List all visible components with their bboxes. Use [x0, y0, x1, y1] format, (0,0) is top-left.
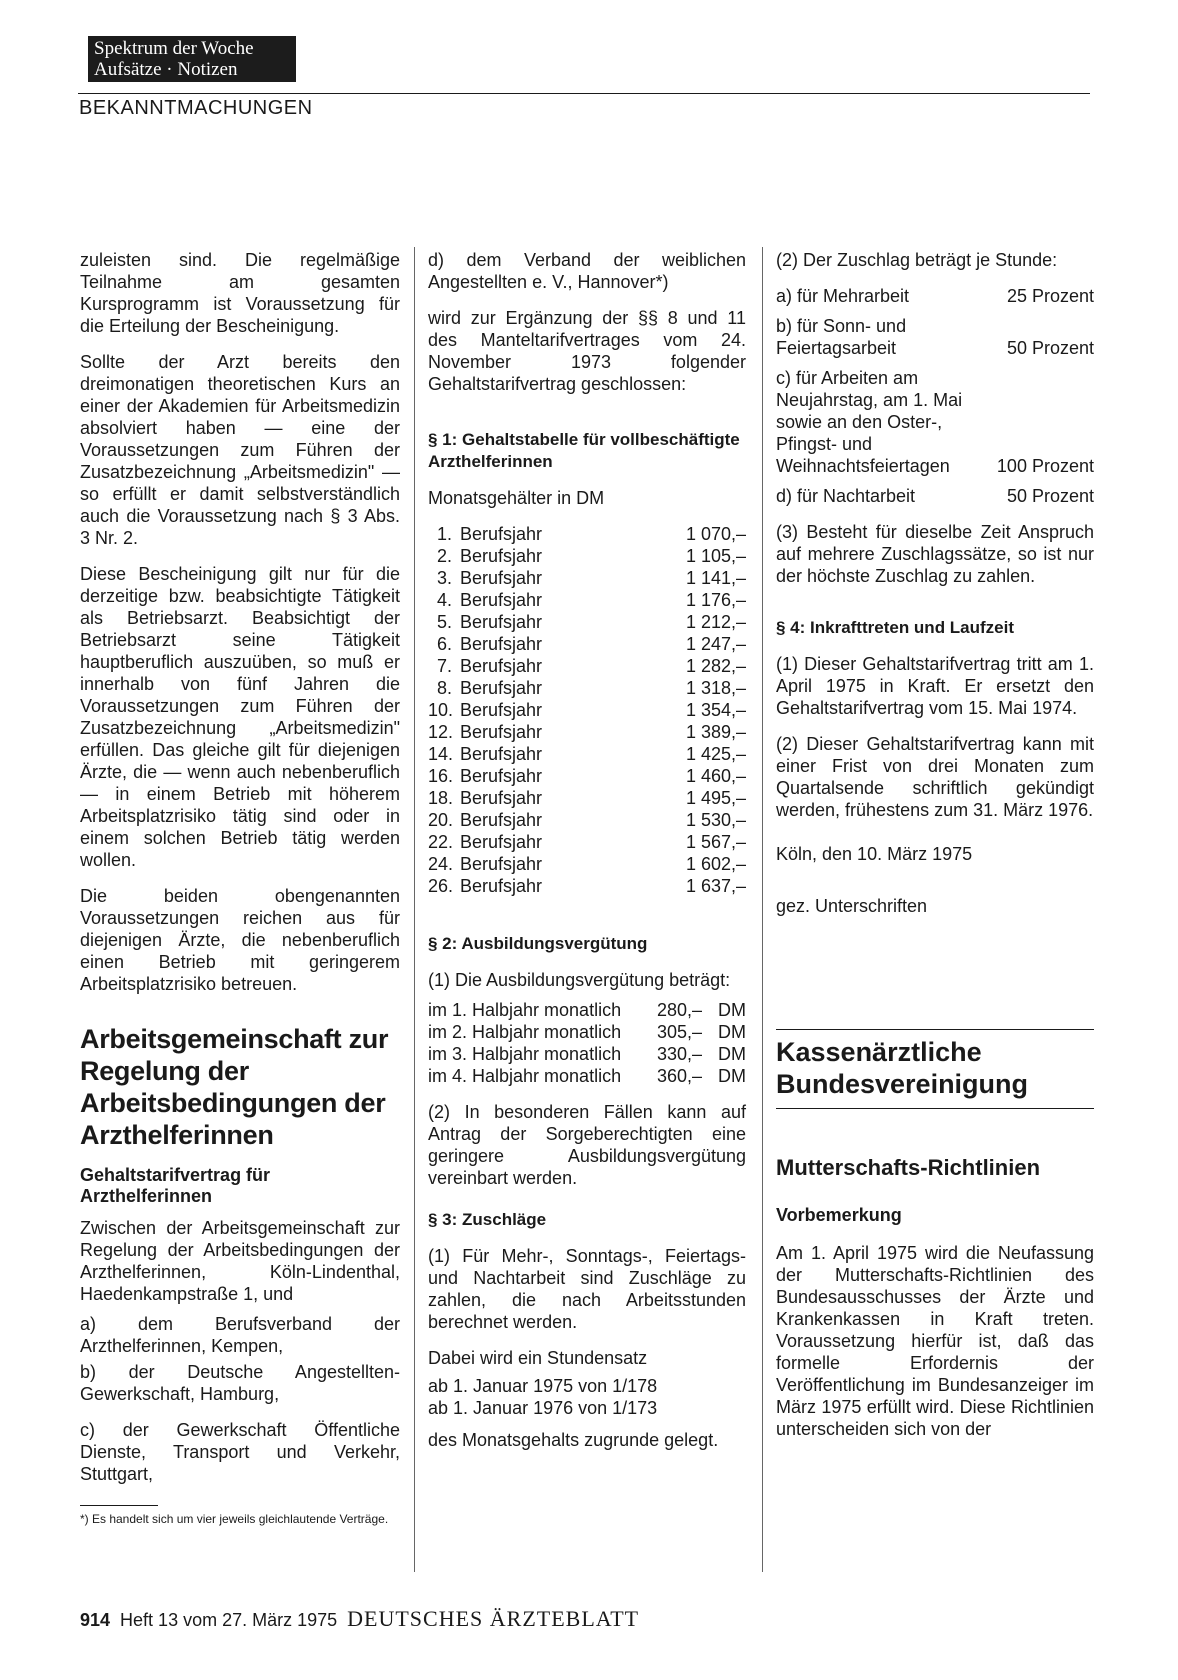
table-row — [428, 765, 746, 787]
table-row — [428, 545, 746, 567]
label-cell: Berufsjahr — [460, 722, 543, 742]
amount-cell: 1 318,– — [685, 678, 746, 698]
label-cell: Berufsjahr — [460, 656, 543, 676]
table-row — [428, 831, 746, 853]
table-row — [428, 875, 746, 897]
year-cell: 20. — [428, 810, 454, 830]
label-cell: Berufsjahr — [460, 788, 543, 808]
paragraph: Am 1. April 1975 wird die Neufassung der Mutterschafts-Richtlinien des Bundesausschusses der Ärzte und Krankenkassen in Kraft treten. Voraussetzung hierfür ist, daß das formelle Erfordernis der Veröffentlichung im Bundesanzeiger im März 1975 erfüllt wird. Diese Richtlinien unterscheiden sich von der — [776, 1243, 1094, 1439]
amount-cell: 1 141,– — [685, 568, 746, 588]
masthead-logo — [88, 36, 296, 82]
section-heading: § 4: Inkrafttreten und Laufzeit — [776, 618, 1015, 637]
section-label: BEKANNTMACHUNGEN — [79, 97, 313, 119]
paragraph: wird zur Ergänzung der §§ 8 und 11 des Manteltarifvertrages vom 24. November 1973 folgender Gehaltstarifvertrag geschlossen: — [428, 308, 746, 394]
table-row — [428, 999, 746, 1021]
label-cell: Berufsjahr — [460, 700, 543, 720]
year-cell: 1. — [436, 524, 452, 544]
table-row — [428, 787, 746, 809]
issue-info: Heft 13 vom 27. März 1975 — [120, 1610, 338, 1630]
year-cell: 3. — [436, 568, 452, 588]
paragraph: (2) In besonderen Fällen kann auf Antrag der Sorgeberechtigten eine geringere Ausbildungsvergütung vereinbart werden. — [428, 1102, 746, 1188]
list-item: ab 1. Januar 1976 von 1/173 — [428, 1398, 658, 1418]
label-cell: im 2. Halbjahr monatlich — [428, 1022, 622, 1042]
surcharge-table — [776, 285, 1094, 507]
list-item: c) der Gewerkschaft Öffentliche Dienste, Transport und Verkehr, Stuttgart, — [80, 1420, 400, 1484]
currency-cell: DM — [718, 1000, 746, 1020]
label-cell: Berufsjahr — [460, 832, 543, 852]
table-row — [428, 721, 746, 743]
label-cell: d) für Nachtarbeit — [776, 486, 916, 506]
year-cell: 26. — [428, 876, 454, 896]
label-cell: Berufsjahr — [460, 612, 543, 632]
amount-cell: 1 105,– — [685, 546, 746, 566]
table-row — [776, 485, 1094, 507]
amount-cell: 1 530,– — [685, 810, 746, 830]
paragraph: Diese Bescheinigung gilt nur für die derzeitige bzw. beabsichtigte Tätigkeit als Betriebsarzt. Beabsichtigt der Betriebsarzt seine Tätigkeit hauptberuflich auszuüben, so muß er innerhalb von fünf Jahren die Voraussetzungen zum Führen der Zusatzbezeichnung „Arbeitsmedizin" erfüllen. Das gleiche gilt für diejenigen Ärzte, die — wenn auch nebenberuflich — in einem Betrieb mit höherem Arbeitsplatzrisiko tätig sind oder in einem solchen Betrieb tätig werden wollen. — [80, 564, 400, 870]
table-row — [428, 1043, 746, 1065]
table-row — [428, 589, 746, 611]
paragraph: (2) Dieser Gehaltstarifvertrag kann mit einer Frist von drei Monaten zum Quartalsende schriftlich gekündigt werden, frühestens zum 31. März 1976. — [776, 734, 1094, 820]
year-cell: 12. — [428, 722, 454, 742]
label-cell: Berufsjahr — [460, 634, 543, 654]
paragraph: Dabei wird ein Stundensatz — [428, 1348, 648, 1368]
table-row — [428, 677, 746, 699]
paragraph: zuleisten sind. Die regelmäßige Teilnahme am gesamten Kursprogramm ist Voraussetzung für die Erteilung der Bescheinigung. — [80, 250, 400, 336]
amount-cell: 1 247,– — [685, 634, 746, 654]
year-cell: 7. — [436, 656, 452, 676]
label-cell: b) für Sonn- und Feiertagsarbeit — [776, 316, 907, 358]
paragraph: Die beiden obengenannten Voraussetzungen reichen aus für diejenigen Ärzte, die nebenberuflich einen Betrieb mit geringerem Arbeitsplatzrisiko betreuen. — [80, 886, 400, 994]
article-headline: Arbeitsgemeinschaft zur Regelung der Arbeitsbedingungen der Arzthelferinnen — [80, 1024, 389, 1150]
label-cell: im 3. Halbjahr monatlich — [428, 1044, 622, 1064]
list-item: ab 1. Januar 1975 von 1/178 — [428, 1376, 658, 1396]
subheading: Vorbemerkung — [776, 1205, 902, 1225]
column-1 — [80, 249, 400, 1541]
amount-cell: 1 460,– — [685, 766, 746, 786]
paragraph: des Monatsgehalts zugrunde gelegt. — [428, 1430, 719, 1450]
table-row — [428, 633, 746, 655]
table-row — [428, 655, 746, 677]
label-cell: Berufsjahr — [460, 678, 543, 698]
value-cell: 25 Prozent — [1006, 286, 1094, 306]
year-cell: 14. — [428, 744, 454, 764]
paragraph: (1) Dieser Gehaltstarifvertrag tritt am 1. April 1975 in Kraft. Er ersetzt den Gehaltstarifvertrag vom 15. Mai 1974. — [776, 654, 1094, 718]
amount-cell: 1 495,– — [685, 788, 746, 808]
year-cell: 4. — [436, 590, 452, 610]
amount-cell: 280,– — [656, 1000, 702, 1020]
paragraph: (3) Besteht für dieselbe Zeit Anspruch auf mehrere Zuschlagssätze, so ist nur der höchste Zuschlag zu zahlen. — [776, 522, 1094, 586]
party-list — [80, 1313, 400, 1485]
label-cell: im 1. Halbjahr monatlich — [428, 1000, 622, 1020]
amount-cell: 1 212,– — [685, 612, 746, 632]
amount-cell: 1 176,– — [685, 590, 746, 610]
year-cell: 18. — [428, 788, 454, 808]
label-cell: Berufsjahr — [460, 568, 543, 588]
table-row — [428, 567, 746, 589]
label-cell: Berufsjahr — [460, 744, 543, 764]
paragraph: (1) Die Ausbildungsvergütung beträgt: — [428, 970, 731, 990]
list-item: d) dem Verband der weiblichen Angestellten e. V., Hannover*) — [428, 250, 746, 292]
label-cell: Berufsjahr — [460, 810, 543, 830]
paragraph: (2) Der Zuschlag beträgt je Stunde: — [776, 250, 1058, 270]
list-item: a) dem Berufsverband der Arzthelferinnen, Kempen, — [80, 1314, 400, 1356]
section-heading: § 3: Zuschläge — [428, 1210, 547, 1229]
table-row — [428, 523, 746, 545]
salary-table — [428, 523, 746, 897]
section-heading: § 2: Ausbildungsvergütung — [428, 934, 648, 953]
paragraph: Zwischen der Arbeitsgemeinschaft zur Regelung der Arbeitsbedingungen der Arzthelferinnen, Köln-Lindenthal, Haedenkampstraße 1, und — [80, 1218, 400, 1304]
year-cell: 22. — [428, 832, 454, 852]
amount-cell: 1 425,– — [685, 744, 746, 764]
label-cell: Berufsjahr — [460, 876, 543, 896]
table-row — [776, 367, 1094, 477]
masthead-line-1: Spektrum der Woche — [94, 38, 254, 59]
place-date: Köln, den 10. März 1975 — [776, 844, 973, 864]
amount-cell: 360,– — [656, 1066, 702, 1086]
signature-note: gez. Unterschriften — [776, 896, 928, 916]
table-row — [428, 611, 746, 633]
page-footer — [80, 1606, 639, 1632]
kbv-heading-block — [776, 1029, 1094, 1109]
masthead-line-2: Aufsätze · Notizen — [94, 59, 238, 80]
currency-cell: DM — [718, 1022, 746, 1042]
label-cell: Berufsjahr — [460, 590, 543, 610]
year-cell: 10. — [428, 700, 454, 720]
page-number: 914 — [80, 1610, 111, 1630]
table-row — [428, 699, 746, 721]
amount-cell: 1 389,– — [685, 722, 746, 742]
amount-cell: 1 637,– — [685, 876, 746, 896]
table-row — [428, 743, 746, 765]
value-cell: 50 Prozent — [1006, 486, 1094, 506]
column-divider — [414, 247, 415, 1572]
amount-cell: 1 070,– — [685, 524, 746, 544]
table-row — [428, 1021, 746, 1043]
label-cell: Berufsjahr — [460, 546, 543, 566]
table-row — [428, 1065, 746, 1087]
table-row — [428, 853, 746, 875]
label-cell: im 4. Halbjahr monatlich — [428, 1066, 622, 1086]
amount-cell: 330,– — [656, 1044, 702, 1064]
article-headline: Mutterschafts-Richtlinien — [776, 1155, 1041, 1180]
footnote-rule — [80, 1505, 158, 1506]
label-cell: Berufsjahr — [460, 524, 543, 544]
amount-cell: 1 282,– — [685, 656, 746, 676]
salary-table-header: Monatsgehälter in DM — [428, 488, 605, 508]
year-cell: 2. — [436, 546, 452, 566]
amount-cell: 1 567,– — [685, 832, 746, 852]
column-3 — [776, 249, 1094, 1454]
value-cell: 50 Prozent — [1006, 338, 1094, 358]
header-rule — [78, 93, 1090, 94]
list-item: b) der Deutsche Angestellten-Gewerkschaft, Hamburg, — [80, 1362, 400, 1404]
training-pay-table — [428, 999, 746, 1087]
label-cell: Berufsjahr — [460, 854, 543, 874]
paragraph: Sollte der Arzt bereits den dreimonatigen theoretischen Kurs an einer der Akademien für Arbeitsmedizin absolviert haben — eine der Voraussetzungen zum Führen der Zusatzbezeichnung „Arbeitsmedizin" — so erfüllt er damit selbstverständlich auch die Voraussetzung nach § 3 Abs. 3 Nr. 2. — [80, 352, 400, 548]
year-cell: 5. — [436, 612, 452, 632]
label-cell: c) für Arbeiten am Neujahrstag, am 1. Mai sowie an den Oster-, Pfingst- und Weihnachtsfeiertagen — [776, 368, 963, 476]
year-cell: 24. — [428, 854, 454, 874]
value-cell: 100 Prozent — [996, 456, 1094, 476]
currency-cell: DM — [718, 1044, 746, 1064]
footnote: *) Es handelt sich um vier jeweils gleichlautende Verträge. — [80, 1512, 389, 1526]
label-cell: Berufsjahr — [460, 766, 543, 786]
publication-name: DEUTSCHES ÄRZTEBLATT — [347, 1606, 640, 1631]
currency-cell: DM — [718, 1066, 746, 1086]
hourly-rate-list — [428, 1375, 746, 1419]
year-cell: 8. — [436, 678, 452, 698]
amount-cell: 1 602,– — [685, 854, 746, 874]
table-row — [776, 315, 1094, 359]
amount-cell: 305,– — [656, 1022, 702, 1042]
column-divider — [762, 247, 763, 1572]
paragraph: (1) Für Mehr-, Sonntags-, Feiertags- und Nachtarbeit sind Zuschläge zu zahlen, die nach Arbeitsstunden berechnet werden. — [428, 1246, 746, 1332]
table-row — [776, 285, 1094, 307]
article-subheadline: Gehaltstarifvertrag für Arzthelferinnen — [80, 1165, 271, 1206]
label-cell: a) für Mehrarbeit — [776, 286, 910, 306]
year-cell: 16. — [428, 766, 454, 786]
table-row — [428, 809, 746, 831]
amount-cell: 1 354,– — [685, 700, 746, 720]
column-2 — [428, 249, 746, 1465]
year-cell: 6. — [436, 634, 452, 654]
section-heading: § 1: Gehaltstabelle für vollbeschäftigte Arzthelferinnen — [428, 430, 740, 471]
organization-headline: Kassenärztliche Bundesvereinigung — [776, 1037, 1029, 1099]
